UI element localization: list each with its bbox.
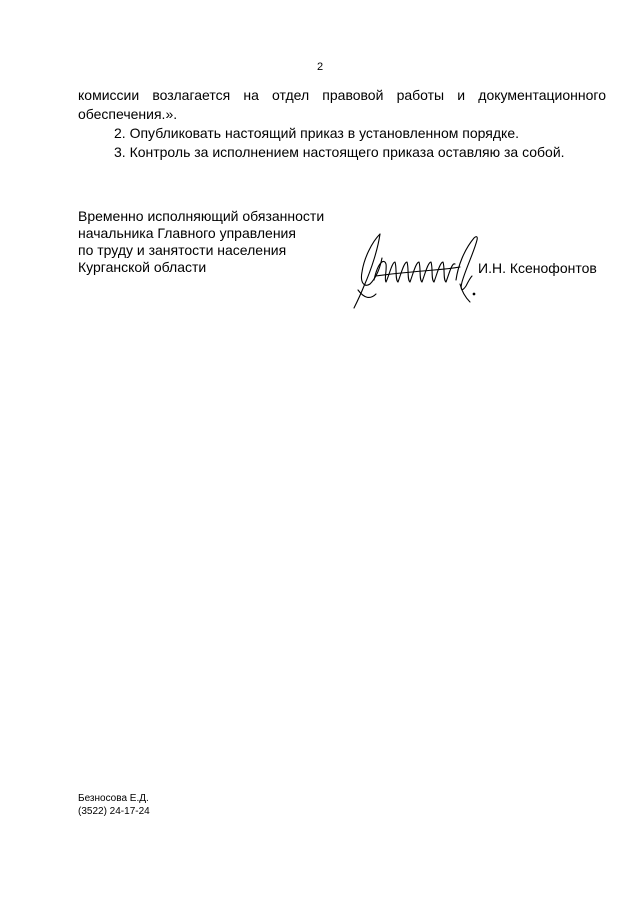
executor-info	[78, 792, 150, 818]
executor-phone: (3522) 24-17-24	[78, 806, 150, 817]
document-body	[78, 86, 606, 162]
signatory-name: И.Н. Ксенофонтов	[478, 260, 597, 276]
signatory-position	[78, 208, 324, 276]
handwritten-signature-icon	[350, 228, 486, 312]
executor-name: Безносова Е.Д.	[78, 793, 149, 804]
signatory-position-line: начальника Главного управления	[78, 225, 296, 241]
signatory-position-line: Временно исполняющий обязанности	[78, 208, 325, 224]
list-item-publish: 2. Опубликовать настоящий приказ в установленном порядке.	[114, 125, 520, 141]
list-item-control: 3. Контроль за исполнением настоящего приказа оставляю за собой.	[114, 144, 565, 160]
signatory-position-line: Курганской области	[78, 259, 207, 275]
signatory-position-line: по труду и занятости населения	[78, 242, 287, 258]
paragraph-continued: комиссии возлагается на отдел правовой работы и документационного обеспечения.».	[78, 87, 606, 122]
page-number: 2	[316, 61, 324, 73]
